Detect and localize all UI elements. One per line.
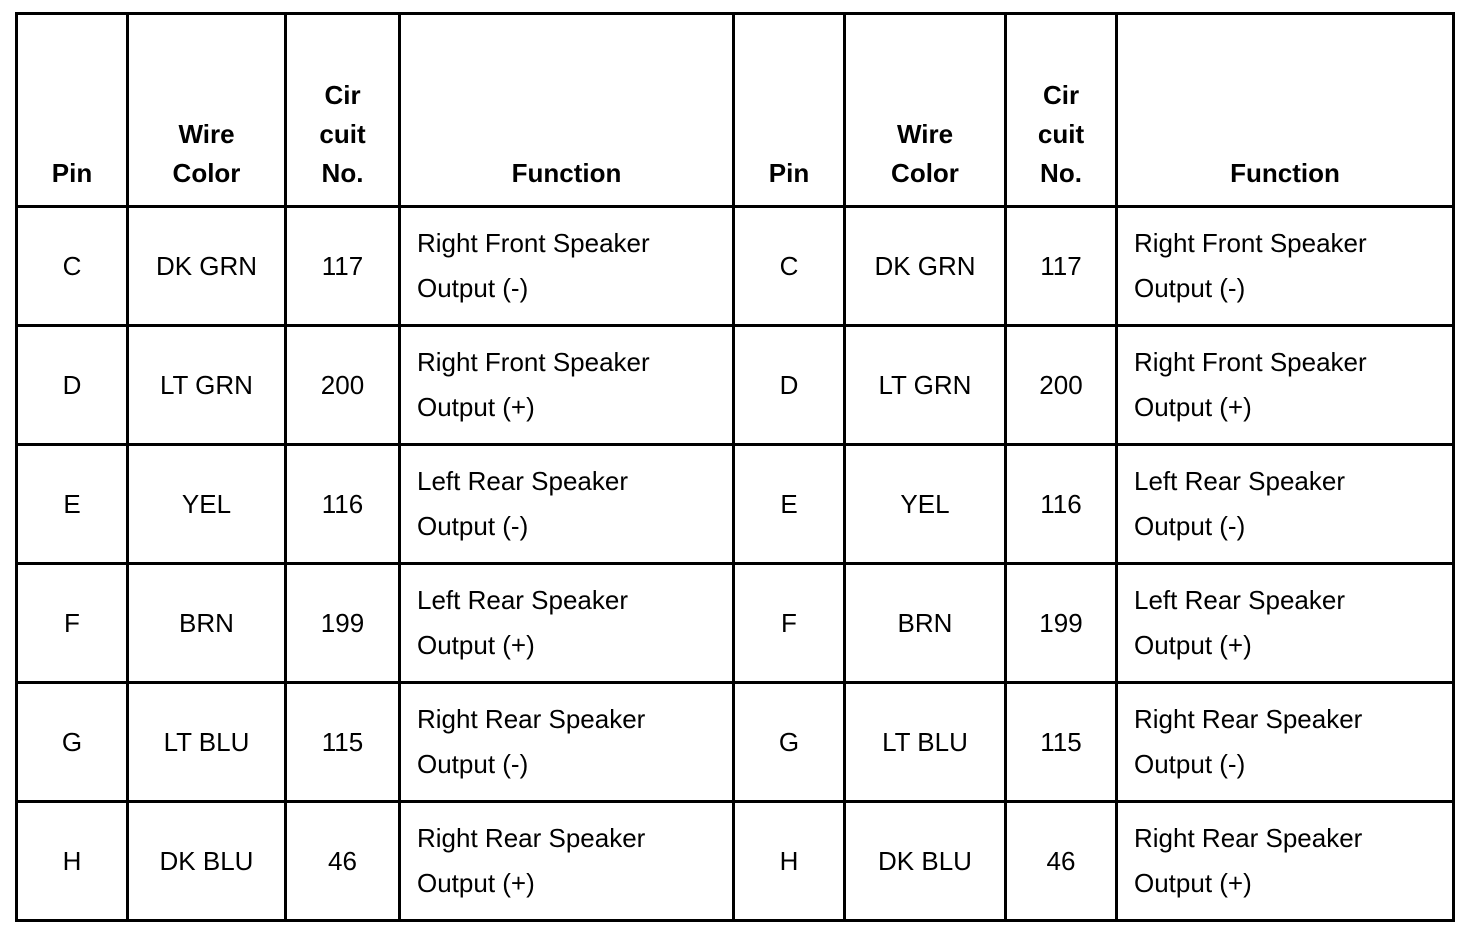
pin-cell: G <box>17 683 128 802</box>
circuit-number-cell: 115 <box>1006 683 1117 802</box>
function-text: Right Rear Speaker <box>417 823 646 853</box>
header-text: Cir <box>1042 80 1080 110</box>
header-text: Cir <box>324 80 361 110</box>
pin-cell: H <box>17 802 128 921</box>
circuit-number-cell: 116 <box>286 445 400 564</box>
wire-color-cell: LT GRN <box>845 326 1006 445</box>
function-text: Output (+) <box>1134 630 1252 660</box>
table-row <box>17 445 1454 564</box>
function-cell <box>400 564 734 683</box>
function-text: Right Front Speaker <box>1134 228 1367 258</box>
header-circuit-no <box>286 14 400 207</box>
wire-color-cell: LT BLU <box>128 683 286 802</box>
wire-color-cell: BRN <box>128 564 286 683</box>
header-text: Pin <box>768 158 810 188</box>
function-cell <box>1117 326 1454 445</box>
function-text: Left Rear Speaker <box>417 585 629 615</box>
table-row <box>17 326 1454 445</box>
function-text: Right Front Speaker <box>1134 347 1367 377</box>
pin-cell: H <box>734 802 845 921</box>
header-pin <box>17 14 128 207</box>
circuit-number-cell: 46 <box>1006 802 1117 921</box>
circuit-number-cell: 199 <box>1006 564 1117 683</box>
pin-cell: D <box>17 326 128 445</box>
table-row <box>17 564 1454 683</box>
pin-cell: F <box>17 564 128 683</box>
header-function <box>1117 14 1454 207</box>
header-function <box>400 14 734 207</box>
wire-color-cell: DK BLU <box>845 802 1006 921</box>
function-cell <box>1117 683 1454 802</box>
header-text: Function <box>511 158 622 188</box>
table-body <box>17 207 1454 921</box>
function-text: Right Front Speaker <box>417 347 650 377</box>
function-cell <box>1117 802 1454 921</box>
circuit-number-cell: 115 <box>286 683 400 802</box>
function-text: Output (+) <box>417 630 535 660</box>
function-cell <box>400 207 734 326</box>
function-text: Output (+) <box>1134 868 1252 898</box>
header-circuit-no <box>1006 14 1117 207</box>
function-text: Left Rear Speaker <box>1134 466 1346 496</box>
wire-color-cell: LT BLU <box>845 683 1006 802</box>
function-cell <box>1117 207 1454 326</box>
function-text: Output (-) <box>1134 749 1246 779</box>
pin-cell: E <box>734 445 845 564</box>
header-text: Function <box>1230 158 1340 188</box>
pin-cell: G <box>734 683 845 802</box>
header-text: cuit <box>1037 119 1085 149</box>
wire-color-cell: DK GRN <box>128 207 286 326</box>
function-cell <box>400 802 734 921</box>
wire-color-cell: DK GRN <box>845 207 1006 326</box>
wire-color-cell: YEL <box>845 445 1006 564</box>
circuit-number-cell: 117 <box>1006 207 1117 326</box>
header-text: No. <box>1040 158 1082 188</box>
header-text: cuit <box>319 119 366 149</box>
table-row <box>17 683 1454 802</box>
function-cell <box>400 683 734 802</box>
function-text: Right Rear Speaker <box>1134 823 1363 853</box>
circuit-number-cell: 117 <box>286 207 400 326</box>
function-text: Output (-) <box>417 273 529 303</box>
circuit-number-cell: 46 <box>286 802 400 921</box>
table-row <box>17 802 1454 921</box>
wire-color-cell: BRN <box>845 564 1006 683</box>
function-text: Left Rear Speaker <box>417 466 629 496</box>
pin-cell: E <box>17 445 128 564</box>
circuit-number-cell: 199 <box>286 564 400 683</box>
header-text: Wire <box>178 119 235 149</box>
function-cell <box>1117 564 1454 683</box>
pin-cell: C <box>17 207 128 326</box>
header-wire-color <box>845 14 1006 207</box>
pin-cell: C <box>734 207 845 326</box>
function-text: Output (-) <box>1134 273 1246 303</box>
wire-color-cell: DK BLU <box>128 802 286 921</box>
pin-cell: D <box>734 326 845 445</box>
function-text: Right Rear Speaker <box>417 704 646 734</box>
function-text: Output (+) <box>1134 392 1252 422</box>
table-row <box>17 207 1454 326</box>
connector-pinout-table-wrapper <box>15 12 1455 922</box>
connector-pinout-table <box>15 12 1455 922</box>
header-text: Pin <box>51 158 93 188</box>
circuit-number-cell: 200 <box>1006 326 1117 445</box>
function-text: Output (-) <box>1134 511 1246 541</box>
wire-color-cell: YEL <box>128 445 286 564</box>
header-wire-color <box>128 14 286 207</box>
function-text: Output (-) <box>417 511 529 541</box>
function-text: Output (-) <box>417 749 529 779</box>
header-text: Color <box>891 158 959 188</box>
function-cell <box>400 445 734 564</box>
header-text: Color <box>172 158 241 188</box>
function-text: Right Front Speaker <box>417 228 650 258</box>
circuit-number-cell: 200 <box>286 326 400 445</box>
function-cell <box>1117 445 1454 564</box>
function-text: Right Rear Speaker <box>1134 704 1363 734</box>
header-text: No. <box>321 158 364 188</box>
wire-color-cell: LT GRN <box>128 326 286 445</box>
function-text: Output (+) <box>417 392 535 422</box>
function-text: Left Rear Speaker <box>1134 585 1346 615</box>
header-pin <box>734 14 845 207</box>
function-cell <box>400 326 734 445</box>
circuit-number-cell: 116 <box>1006 445 1117 564</box>
header-text: Wire <box>896 119 954 149</box>
function-text: Output (+) <box>417 868 535 898</box>
pin-cell: F <box>734 564 845 683</box>
header-row <box>17 14 1454 207</box>
